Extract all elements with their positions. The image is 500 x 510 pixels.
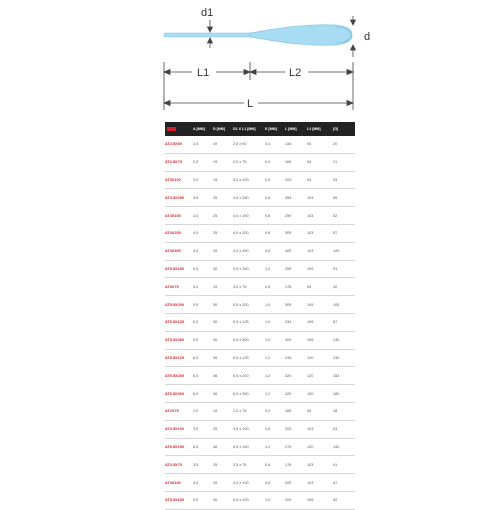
product-reference[interactable]: AT3.5X100 [165, 420, 191, 438]
table-row [165, 474, 355, 492]
cell-l: 409 [283, 242, 305, 260]
table-row [165, 242, 355, 260]
d1-label: d1 [201, 7, 214, 19]
cell-d1xl1: 5,5 x 300 [231, 331, 263, 349]
cell-a: 3,0 [191, 171, 211, 189]
cell-l2: 94 [305, 153, 331, 171]
cell-l: 245 [283, 349, 305, 367]
l-label: L [247, 98, 254, 110]
cell-a: 5,5 [191, 260, 211, 278]
header-d1xl1: D1 X L1 [MM] [231, 122, 263, 136]
table-row [165, 153, 355, 171]
cell-g: 82 [331, 491, 355, 509]
cell-a: 4,0 [191, 207, 211, 225]
product-reference[interactable]: AT2X75 [165, 402, 191, 420]
cell-d: 19 [211, 278, 231, 296]
cell-l2: 103 [305, 420, 331, 438]
cell-l2: 103 [305, 207, 331, 225]
l1-label: L1 [197, 67, 210, 79]
cell-g: 120 [331, 242, 355, 260]
cell-a: 6,5 [191, 385, 211, 403]
cell-l: 320 [283, 367, 305, 385]
header-l: L [MM] [283, 122, 305, 136]
product-reference[interactable]: AT5.5X125 [165, 313, 191, 331]
cell-d1xl1: 6,5 x 125 [231, 349, 263, 367]
cell-g: 43 [331, 420, 355, 438]
diagram-svg [0, 0, 500, 118]
product-reference[interactable]: AT4X150 [165, 207, 191, 225]
cell-d1xl1: 3,5 x 100 [231, 420, 263, 438]
cell-l2: 120 [305, 349, 331, 367]
product-reference[interactable]: AT4X300 [165, 242, 191, 260]
cell-l2: 109 [305, 491, 331, 509]
cell-e: 1,0 [263, 260, 283, 278]
cell-l2: 94 [305, 278, 331, 296]
cell-a: 4,0 [191, 242, 211, 260]
product-reference[interactable]: AT3.5X250 [165, 189, 191, 207]
cell-l2: 109 [305, 260, 331, 278]
cell-g: 33 [331, 171, 355, 189]
cell-l: 259 [283, 260, 305, 278]
table-row [165, 260, 355, 278]
cell-g: 140 [331, 438, 355, 456]
table-row [165, 456, 355, 474]
cell-d1xl1: 6,5 x 300 [231, 385, 263, 403]
product-reference[interactable]: AT6.5X300 [165, 385, 191, 403]
cell-l2: 103 [305, 474, 331, 492]
cell-l: 169 [283, 153, 305, 171]
cell-d: 19 [211, 402, 231, 420]
cell-a: 2,5 [191, 136, 211, 153]
header-e: E [MM] [263, 122, 283, 136]
cell-l2: 103 [305, 456, 331, 474]
cell-a: 3,0 [191, 278, 211, 296]
screwdriver-handle [250, 25, 352, 46]
cell-d1xl1: 3,5 x 250 [231, 189, 263, 207]
cell-d1xl1: 3,0 x 75 [231, 278, 263, 296]
cell-d: 36 [211, 438, 231, 456]
cell-a: 6,5 [191, 349, 211, 367]
cell-e: 0,6 [263, 420, 283, 438]
cell-d: 25 [211, 189, 231, 207]
cell-d1xl1: 3,0 x 100 [231, 171, 263, 189]
cell-g: 32 [331, 278, 355, 296]
spec-table-header [165, 122, 355, 136]
cell-g: 180 [331, 385, 355, 403]
cell-l2: 120 [305, 438, 331, 456]
cell-l2: 109 [305, 331, 331, 349]
cell-e: 0,5 [263, 171, 283, 189]
cell-d1xl1: 5,5 x 150 [231, 260, 263, 278]
cell-l2: 120 [305, 367, 331, 385]
cell-a: 2,0 [191, 402, 211, 420]
cell-g: 153 [331, 367, 355, 385]
cell-d1xl1: 5,5 x 125 [231, 313, 263, 331]
cell-e: 1,2 [263, 367, 283, 385]
table-row [165, 367, 355, 385]
cell-d1xl1: 5,5 x 200 [231, 296, 263, 314]
cell-l: 169 [283, 402, 305, 420]
cell-g: 20 [331, 136, 355, 153]
cell-g: 41 [331, 456, 355, 474]
cell-l2: 94 [305, 171, 331, 189]
cell-d: 30 [211, 296, 231, 314]
cell-l: 178 [283, 278, 305, 296]
cell-g: 87 [331, 313, 355, 331]
cell-g: 52 [331, 207, 355, 225]
cell-g: 105 [331, 296, 355, 314]
cell-g: 57 [331, 224, 355, 242]
cell-e: 0,4 [263, 153, 283, 171]
cell-d: 25 [211, 420, 231, 438]
cell-l: 309 [283, 296, 305, 314]
cell-d1xl1: 5,5 x 100 [231, 491, 263, 509]
d-label: d [364, 31, 371, 43]
cell-l: 353 [283, 189, 305, 207]
cell-e: 0,8 [263, 207, 283, 225]
header-l2: L2 [MM] [305, 122, 331, 136]
cell-a: 3,5 [191, 456, 211, 474]
header-logo-cell [165, 122, 191, 136]
cell-g: 18 [331, 402, 355, 420]
cell-e: 0,5 [263, 278, 283, 296]
cell-l2: 109 [305, 296, 331, 314]
cell-a: 5,5 [191, 491, 211, 509]
table-row [165, 385, 355, 403]
header-row [165, 122, 355, 136]
cell-l: 203 [283, 420, 305, 438]
l-dimension [164, 101, 353, 106]
product-reference[interactable]: AT3X100 [165, 171, 191, 189]
cell-e: 1,2 [263, 385, 283, 403]
cell-l: 178 [283, 456, 305, 474]
table-row [165, 296, 355, 314]
table-row [165, 402, 355, 420]
cell-e: 1,2 [263, 349, 283, 367]
cell-a: 3,5 [191, 420, 211, 438]
cell-e: 1,0 [263, 491, 283, 509]
cell-d1xl1: 4,0 x 150 [231, 207, 263, 225]
product-reference[interactable]: AT3.5X75 [165, 456, 191, 474]
cell-d1xl1: 4,0 x 200 [231, 224, 263, 242]
cell-l: 270 [283, 438, 305, 456]
cell-d1xl1: 4,0 x 300 [231, 242, 263, 260]
l2-label: L2 [289, 67, 302, 79]
table-row [165, 171, 355, 189]
product-reference[interactable]: AT6.5X150 [165, 438, 191, 456]
cell-d1xl1: 6,5 x 200 [231, 367, 263, 385]
brand-logo-icon [167, 127, 176, 132]
product-reference[interactable]: AT5.5X300 [165, 331, 191, 349]
table-row [165, 491, 355, 509]
cell-l2: 94 [305, 136, 331, 153]
table-row [165, 136, 355, 153]
cell-d: 19 [211, 153, 231, 171]
table-row [165, 438, 355, 456]
table-row [165, 313, 355, 331]
product-reference[interactable]: AT5.5X200 [165, 296, 191, 314]
cell-d: 30 [211, 491, 231, 509]
cell-g: 21 [331, 153, 355, 171]
cell-d: 30 [211, 331, 231, 349]
cell-a: 5,5 [191, 331, 211, 349]
cell-d: 36 [211, 349, 231, 367]
screwdriver-drawing [164, 25, 352, 46]
table-row [165, 349, 355, 367]
screwdriver-blade [164, 33, 252, 37]
cell-d: 30 [211, 313, 231, 331]
table-row [165, 278, 355, 296]
cell-g: 132 [331, 349, 355, 367]
cell-l2: 103 [305, 189, 331, 207]
screwdriver-dimension-diagram [0, 0, 500, 118]
cell-d1xl1: 6,5 x 150 [231, 438, 263, 456]
cell-e: 0,4 [263, 402, 283, 420]
cell-l2: 94 [305, 402, 331, 420]
product-reference[interactable]: AT4X100 [165, 474, 191, 492]
cell-e: 0,6 [263, 456, 283, 474]
cell-d: 19 [211, 136, 231, 153]
spec-table-container [165, 122, 355, 510]
spec-table [165, 122, 355, 510]
cell-l: 309 [283, 224, 305, 242]
cell-e: 0,8 [263, 224, 283, 242]
cell-g: 91 [331, 260, 355, 278]
cell-d: 25 [211, 474, 231, 492]
cell-l2: 103 [305, 242, 331, 260]
cell-l: 234 [283, 313, 305, 331]
header-a: A [MM] [191, 122, 211, 136]
cell-l: 144 [283, 136, 305, 153]
cell-d: 36 [211, 367, 231, 385]
cell-a: 5,5 [191, 296, 211, 314]
spec-table-body [165, 136, 355, 509]
cell-d: 19 [211, 171, 231, 189]
cell-l: 259 [283, 207, 305, 225]
cell-d: 25 [211, 242, 231, 260]
cell-l: 209 [283, 491, 305, 509]
cell-e: 1,0 [263, 313, 283, 331]
cell-e: 0,6 [263, 189, 283, 207]
product-reference[interactable]: AT2.5X50 [165, 136, 191, 153]
product-reference[interactable]: AT3X75 [165, 278, 191, 296]
table-row [165, 420, 355, 438]
cell-a: 4,0 [191, 224, 211, 242]
header-g: [G] [331, 122, 355, 136]
cell-d1xl1: 2,0 x 75 [231, 402, 263, 420]
cell-l: 409 [283, 331, 305, 349]
table-row [165, 189, 355, 207]
product-reference[interactable]: AT5.5X100 [165, 491, 191, 509]
cell-e: 1,0 [263, 296, 283, 314]
cell-a: 6,5 [191, 367, 211, 385]
cell-d1xl1: 2,5 x 50 [231, 136, 263, 153]
cell-l2: 109 [305, 313, 331, 331]
cell-a: 2,5 [191, 153, 211, 171]
cell-a: 6,5 [191, 438, 211, 456]
product-reference[interactable]: AT6.5X125 [165, 349, 191, 367]
cell-d1xl1: 4,0 x 100 [231, 474, 263, 492]
cell-d: 25 [211, 207, 231, 225]
cell-d1xl1: 3,5 x 75 [231, 456, 263, 474]
product-reference[interactable]: AT4X200 [165, 224, 191, 242]
l2-dimension [250, 70, 353, 75]
cell-g: 55 [331, 189, 355, 207]
table-row [165, 224, 355, 242]
header-d: D [MM] [211, 122, 231, 136]
cell-l2: 103 [305, 224, 331, 242]
cell-g: 130 [331, 331, 355, 349]
product-reference[interactable]: AT5.5X150 [165, 260, 191, 278]
cell-l: 203 [283, 171, 305, 189]
cell-d1xl1: 2,5 x 75 [231, 153, 263, 171]
cell-a: 5,5 [191, 313, 211, 331]
product-reference[interactable]: AT2.5X75 [165, 153, 191, 171]
product-reference[interactable]: AT6.5X200 [165, 367, 191, 385]
table-row [165, 207, 355, 225]
table-row [165, 331, 355, 349]
cell-l: 420 [283, 385, 305, 403]
cell-d: 25 [211, 224, 231, 242]
cell-e: 0,8 [263, 474, 283, 492]
cell-e: 0,8 [263, 242, 283, 260]
cell-e: 1,0 [263, 331, 283, 349]
cell-a: 4,0 [191, 474, 211, 492]
cell-d: 36 [211, 385, 231, 403]
cell-l2: 120 [305, 385, 331, 403]
cell-e: 1,2 [263, 438, 283, 456]
cell-a: 3,5 [191, 189, 211, 207]
cell-e: 0,4 [263, 136, 283, 153]
cell-d: 25 [211, 456, 231, 474]
cell-d: 30 [211, 260, 231, 278]
cell-g: 47 [331, 474, 355, 492]
cell-l: 209 [283, 474, 305, 492]
